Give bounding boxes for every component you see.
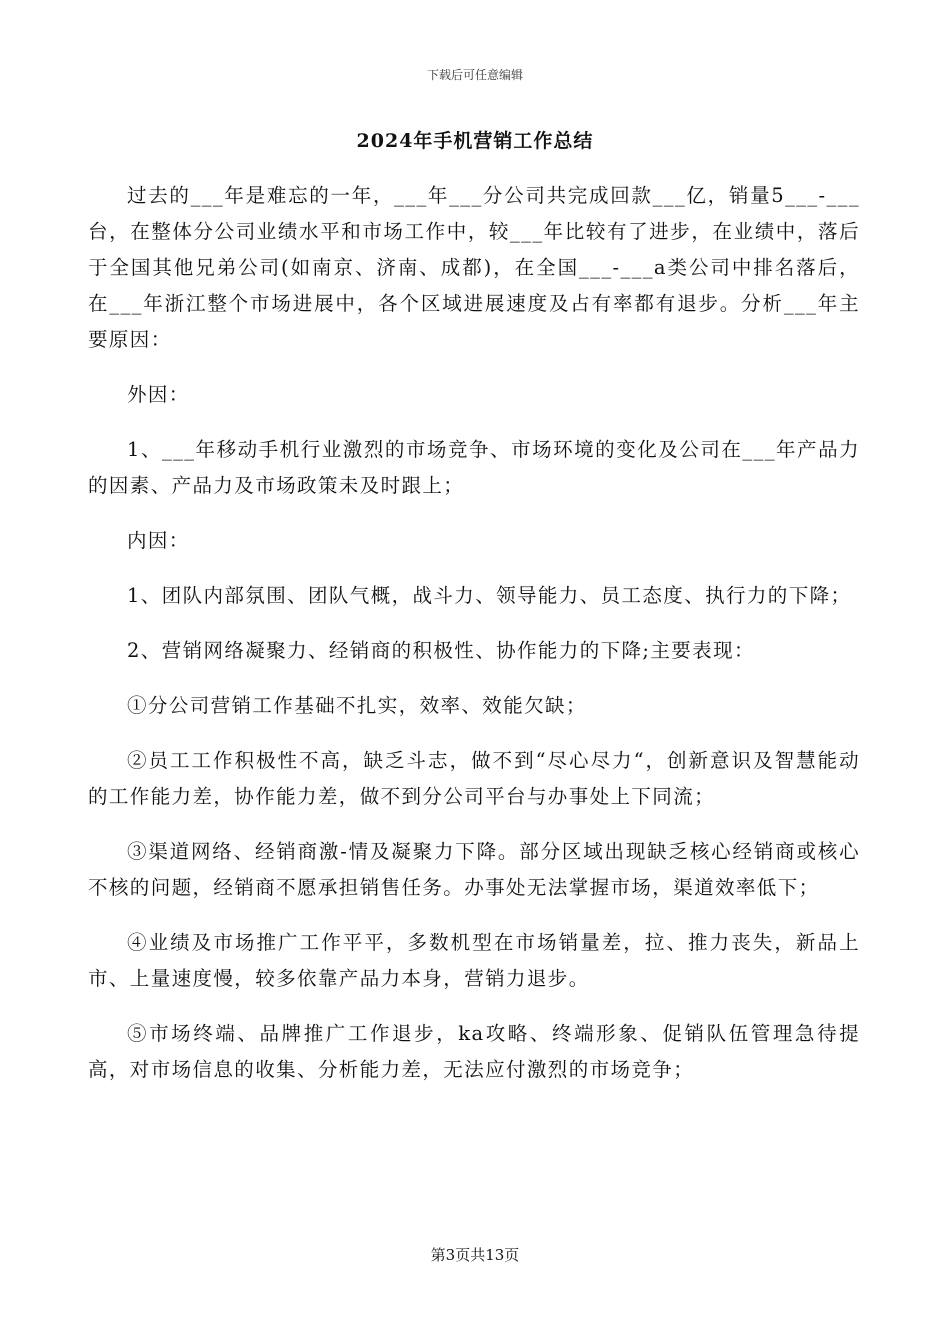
- paragraph: 过去的___年是难忘的一年，___年___分公司共完成回款___亿，销量5___-___台，在整体分公司业绩水平和市场工作中，较___年比较有了进步，在业绩中，落后于全国其他兄弟公司(如南京、济南、成都)，在全国___-___a类公司中排名落后，在___年浙江整个市场进展中，各个区域进展速度及占有率都有退步。分析___年主要原因：: [88, 184, 860, 351]
- paragraph: ②员工工作积极性不高，缺乏斗志，做不到“尽心尽力“，创新意识及智慧能动的工作能力差，协作能力差，做不到分公司平台与办事处上下同流；: [88, 749, 860, 808]
- document-title: 2024年手机营销工作总结: [356, 130, 594, 152]
- paragraph: ①分公司营销工作基础不扎实，效率、效能欠缺；: [127, 694, 587, 717]
- paragraph: ④业绩及市场推广工作平平，多数机型在市场销量差，拉、推力丧失，新品上市、上量速度慢，较多依靠产品力本身，营销力退步。: [88, 931, 860, 990]
- page-number: 第3页共13页: [430, 1246, 520, 1264]
- paragraph: 外因：: [127, 383, 190, 406]
- paragraph: ③渠道网络、经销商激-情及凝聚力下降。部分区域出现缺乏核心经销商或核心不核的问题，经销商不愿承担销售任务。办事处无法掌握市场，渠道效率低下；: [88, 840, 860, 899]
- paragraph: 内因：: [127, 529, 190, 552]
- paragraph: ⑤市场终端、品牌推广工作退步，ka攻略、终端形象、促销队伍管理急待提高，对市场信息的收集、分析能力差，无法应付激烈的市场竞争；: [88, 1022, 860, 1081]
- page-header-note: 下载后可任意编辑: [426, 68, 523, 82]
- paragraph: 1、___年移动手机行业激烈的市场竞争、市场环境的变化及公司在___年产品力的因素、产品力及市场政策未及时跟上；: [88, 438, 860, 497]
- paragraph: 2、营销网络凝聚力、经销商的积极性、协作能力的下降;主要表现：: [127, 639, 755, 662]
- paragraph: 1、团队内部氛围、团队气概，战斗力、领导能力、员工态度、执行力的下降；: [127, 584, 852, 607]
- document-body: [88, 178, 860, 1107]
